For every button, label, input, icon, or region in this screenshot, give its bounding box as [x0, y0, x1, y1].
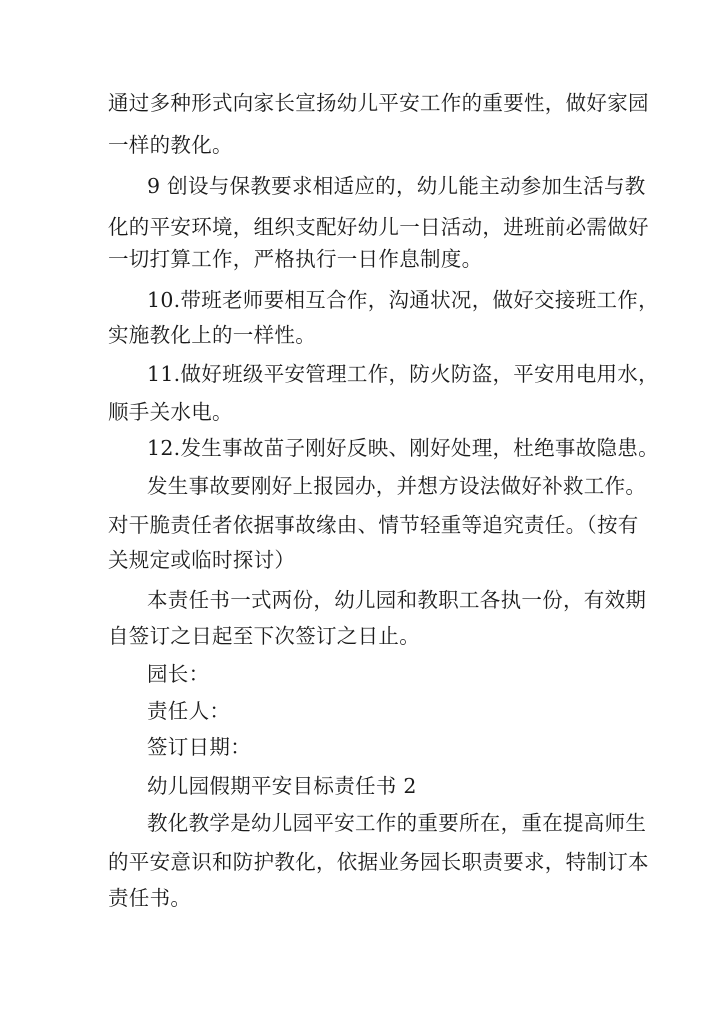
text-line: 顺手关水电。	[108, 400, 233, 424]
text-line: 的平安意识和防护教化，依据业务园长职责要求，特制订本	[108, 850, 649, 874]
text-line: 11.做好班级平安管理工作，防火防盗，平安用电用水，	[147, 362, 659, 386]
text-line: 责任人：	[147, 699, 231, 723]
text-line: 9 创设与保教要求相适应的，幼儿能主动参加生活与教	[147, 174, 646, 198]
text-line: 12.发生事故苗子刚好反映、刚好处理，杜绝事故隐患。	[147, 436, 659, 460]
text-line: 责任书。	[108, 886, 192, 910]
text-line: 发生事故要刚好上报园办，并想方设法做好补救工作。	[147, 474, 647, 498]
text-line: 自签订之日起至下次签订之日止。	[108, 624, 420, 648]
text-line: 本责任书一式两份，幼儿园和教职工各执一份，有效期	[147, 588, 647, 612]
text-line: 关规定或临时探讨）	[108, 548, 296, 572]
text-line: 通过多种形式向家长宣扬幼儿平安工作的重要性，做好家园	[108, 91, 649, 115]
text-line: 实施教化上的一样性。	[108, 323, 316, 347]
text-line: 教化教学是幼儿园平安工作的重要所在，重在提高师生	[147, 811, 647, 835]
text-line: 10.带班老师要相互合作，沟通状况，做好交接班工作，	[147, 288, 659, 312]
text-line: 一样的教化。	[108, 133, 233, 157]
text-line: 对干脆责任者依据事故缘由、情节轻重等追究责任。（按有	[108, 513, 639, 537]
section-heading: 幼儿园假期平安目标责任书 2	[147, 774, 417, 798]
text-line: 一切打算工作，严格执行一日作息制度。	[108, 247, 483, 271]
text-line: 签订日期：	[147, 735, 251, 759]
text-line: 化的平安环境，组织支配好幼儿一日活动，进班前必需做好	[108, 215, 649, 239]
text-line: 园长：	[147, 662, 210, 686]
